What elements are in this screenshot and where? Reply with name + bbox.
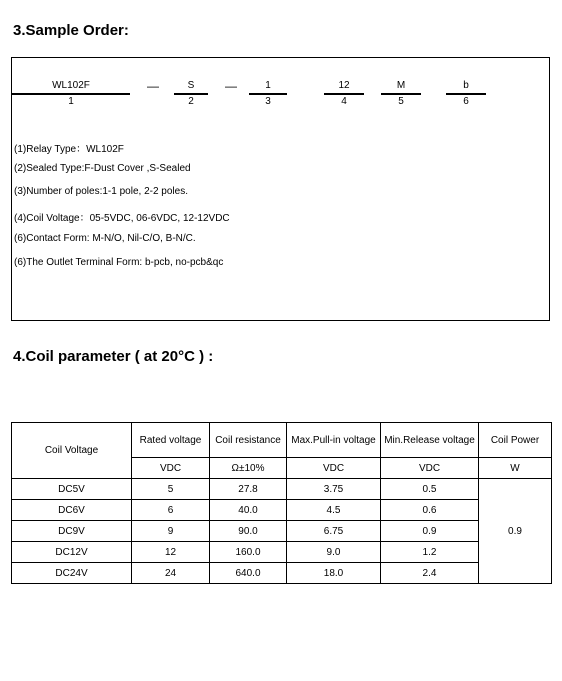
table-row (12, 521, 552, 542)
header-max-pull-in: Max.Pull-in voltage (287, 423, 381, 458)
order-code-contact-form (381, 80, 421, 108)
cell-coil-voltage: DC5V (12, 479, 132, 500)
cell-coil-resistance: 640.0 (210, 563, 287, 584)
cell-coil-resistance: 160.0 (210, 542, 287, 563)
cell-coil-voltage: DC6V (12, 500, 132, 521)
coil-parameter-table (11, 422, 552, 584)
code-underline (174, 93, 208, 95)
coil-parameter-heading: 4.Coil parameter ( at 20°C ) : (13, 348, 214, 365)
description-coil-voltage: (4)Coil Voltage：05-5VDC, 06-6VDC, 12-12VDC (14, 213, 230, 224)
order-code-poles (249, 80, 287, 108)
code-underline (12, 93, 130, 95)
cell-max-pull-in: 6.75 (287, 521, 381, 542)
cell-max-pull-in: 3.75 (287, 479, 381, 500)
header-coil-resistance: Coil resistance (210, 423, 287, 458)
cell-min-release: 1.2 (381, 542, 479, 563)
code-underline (381, 93, 421, 95)
description-poles: (3)Number of poles:1-1 pole, 2-2 poles. (14, 186, 188, 197)
cell-max-pull-in: 4.5 (287, 500, 381, 521)
table-header-row (12, 423, 552, 458)
header-min-release: Min.Release voltage (381, 423, 479, 458)
code-index: 1 (68, 96, 74, 107)
description-contact-form: (6)Contact Form: M-N/O, Nil-C/O, B-N/C. (14, 233, 196, 244)
cell-max-pull-in: 18.0 (287, 563, 381, 584)
description-sealed-type: (2)Sealed Type:F-Dust Cover ,S-Sealed (14, 163, 191, 174)
cell-min-release: 0.5 (381, 479, 479, 500)
cell-rated-voltage: 5 (132, 479, 210, 500)
unit-coil-power: W (479, 458, 552, 479)
code-index: 4 (341, 96, 347, 107)
order-code-relay-type (12, 80, 130, 108)
code-index: 5 (398, 96, 404, 107)
cell-rated-voltage: 9 (132, 521, 210, 542)
code-value: M (396, 80, 406, 91)
code-value: b (463, 80, 469, 91)
cell-coil-resistance: 40.0 (210, 500, 287, 521)
unit-coil-resistance: Ω±10% (210, 458, 287, 479)
description-terminal-form: (6)The Outlet Terminal Form: b-pcb, no-pcb&qc (14, 257, 224, 268)
code-value: S (187, 80, 195, 91)
code-underline (446, 93, 486, 95)
cell-coil-resistance: 90.0 (210, 521, 287, 542)
unit-max-pull-in: VDC (287, 458, 381, 479)
cell-rated-voltage: 24 (132, 563, 210, 584)
table-row (12, 500, 552, 521)
code-value: WL102F (52, 80, 90, 91)
code-value: 1 (265, 80, 271, 91)
code-underline (249, 93, 287, 95)
description-relay-type: (1)Relay Type：WL102F (14, 144, 124, 155)
header-rated-voltage: Rated voltage (132, 423, 210, 458)
table-row (12, 563, 552, 584)
code-index: 6 (463, 96, 469, 107)
cell-min-release: 2.4 (381, 563, 479, 584)
order-code-sealed-type (174, 80, 208, 108)
unit-rated-voltage: VDC (132, 458, 210, 479)
header-coil-voltage: Coil Voltage (12, 423, 132, 479)
cell-coil-voltage: DC9V (12, 521, 132, 542)
unit-min-release: VDC (381, 458, 479, 479)
code-value: 12 (338, 80, 350, 91)
separator-dash: — (225, 79, 237, 93)
separator-dash: — (147, 79, 159, 93)
cell-coil-resistance: 27.8 (210, 479, 287, 500)
cell-coil-voltage: DC24V (12, 563, 132, 584)
cell-coil-voltage: DC12V (12, 542, 132, 563)
table-row (12, 479, 552, 500)
cell-min-release: 0.6 (381, 500, 479, 521)
cell-rated-voltage: 6 (132, 500, 210, 521)
order-code-coil-voltage (324, 80, 364, 108)
cell-max-pull-in: 9.0 (287, 542, 381, 563)
code-index: 3 (265, 96, 271, 107)
header-coil-power: Coil Power (479, 423, 552, 458)
cell-coil-power: 0.9 (479, 479, 552, 584)
cell-rated-voltage: 12 (132, 542, 210, 563)
code-index: 2 (188, 96, 194, 107)
cell-min-release: 0.9 (381, 521, 479, 542)
code-underline (324, 93, 364, 95)
sample-order-heading: 3.Sample Order: (13, 22, 129, 39)
table-row (12, 542, 552, 563)
order-code-terminal-form (446, 80, 486, 108)
